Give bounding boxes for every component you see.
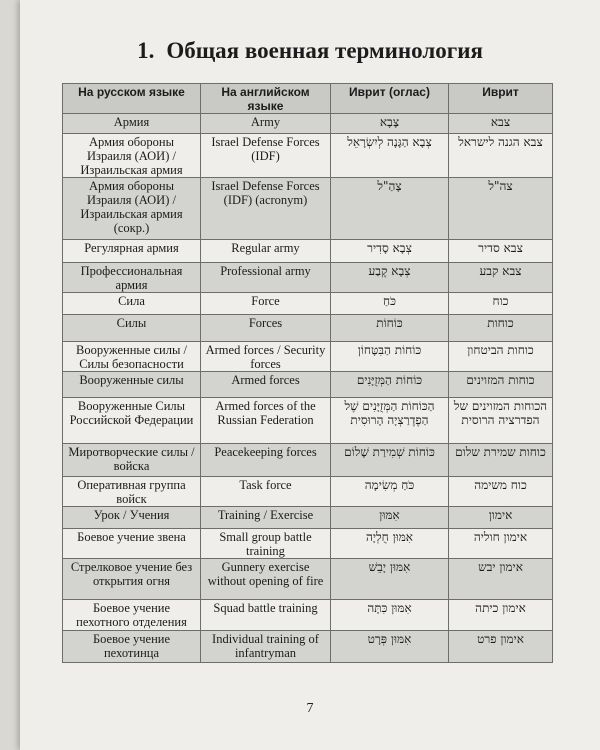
table-row: [63, 293, 553, 315]
cell-russian: Вооруженные Силы Российской Федерации: [63, 398, 201, 444]
cell-hebrew-vocalized: צְבָא סָדִיר: [331, 240, 449, 263]
cell-hebrew: אימון פרט: [449, 631, 553, 663]
table-row: [63, 477, 553, 507]
cell-russian: Армия обороны Израиля (АОИ) / Израильская армия: [63, 134, 201, 178]
cell-english: Training / Exercise: [201, 507, 331, 529]
cell-english: Israel Defense Forces (IDF): [201, 134, 331, 178]
table-row: [63, 134, 553, 178]
cell-english: Regular army: [201, 240, 331, 263]
cell-russian: Оперативная группа войск: [63, 477, 201, 507]
terminology-table: [62, 83, 553, 663]
cell-hebrew: כוחות המזוינים: [449, 372, 553, 398]
cell-english: Forces: [201, 315, 331, 342]
cell-russian: Силы: [63, 315, 201, 342]
cell-russian: Сила: [63, 293, 201, 315]
cell-hebrew: כוחות הביטחון: [449, 342, 553, 372]
cell-russian: Боевое учение звена: [63, 529, 201, 559]
table-row: [63, 600, 553, 631]
cell-hebrew: צבא קבע: [449, 263, 553, 293]
cell-russian: Вооруженные силы: [63, 372, 201, 398]
table-row: [63, 178, 553, 240]
cell-russian: Стрелковое учение без открытия огня: [63, 559, 201, 600]
cell-hebrew-vocalized: כּוֹחוֹת: [331, 315, 449, 342]
cell-hebrew: אימון יבש: [449, 559, 553, 600]
cell-hebrew-vocalized: כּוֹחוֹת הַבִּטָּחוֹן: [331, 342, 449, 372]
section-number: 1.: [137, 38, 155, 63]
book-page: [20, 0, 600, 750]
cell-english: Armed forces of the Russian Federation: [201, 398, 331, 444]
cell-hebrew: אימון: [449, 507, 553, 529]
table-row: [63, 315, 553, 342]
cell-hebrew: הכוחות המזוינים של הפדרציה הרוסית: [449, 398, 553, 444]
cell-hebrew-vocalized: צְבָא קֶבַע: [331, 263, 449, 293]
cell-hebrew-vocalized: כּוֹחוֹת הַמְּזֻיָּנִים: [331, 372, 449, 398]
cell-hebrew-vocalized: צְבָא הַגָּנָה לְיִשְׂרָאֵל: [331, 134, 449, 178]
table-row: [63, 631, 553, 663]
page-number: 7: [306, 701, 314, 716]
cell-hebrew-vocalized: הַכּוֹחוֹת הַמְּזֻיָּנִים שֶׁל הַפֶדֶרַצְיָה הָרוּסִית: [331, 398, 449, 444]
section-title-text: Общая военная терминология: [166, 38, 483, 63]
table-row: [63, 507, 553, 529]
cell-english: Armed forces / Security forces: [201, 342, 331, 372]
cell-hebrew-vocalized: צָבָא: [331, 114, 449, 134]
header-russian: На русском языке: [63, 84, 201, 114]
cell-russian: Регулярная армия: [63, 240, 201, 263]
cell-russian: Армия: [63, 114, 201, 134]
cell-english: Task force: [201, 477, 331, 507]
cell-english: Squad battle training: [201, 600, 331, 631]
cell-english: Professional army: [201, 263, 331, 293]
cell-english: Gunnery exercise without opening of fire: [201, 559, 331, 600]
cell-russian: Урок / Учения: [63, 507, 201, 529]
cell-russian: Профессиональная армия: [63, 263, 201, 293]
cell-hebrew-vocalized: אִמּוּן יָבֵשׁ: [331, 559, 449, 600]
cell-russian: Вооруженные силы / Силы безопасности: [63, 342, 201, 372]
table-row: [63, 444, 553, 477]
table-row: [63, 240, 553, 263]
cell-hebrew-vocalized: כּוֹחוֹת שְׁמִירַת שָׁלוֹם: [331, 444, 449, 477]
table-row: [63, 559, 553, 600]
cell-hebrew-vocalized: אִמּוּן כִּתָּה: [331, 600, 449, 631]
cell-english: Israel Defense Forces (IDF) (acronym): [201, 178, 331, 240]
cell-russian: Боевое учение пехотинца: [63, 631, 201, 663]
cell-hebrew: צה"ל: [449, 178, 553, 240]
cell-english: Force: [201, 293, 331, 315]
cell-english: Armed forces: [201, 372, 331, 398]
cell-hebrew-vocalized: אִמּוּן: [331, 507, 449, 529]
table-header-row: [63, 84, 553, 114]
cell-hebrew-vocalized: צָהַ"ל: [331, 178, 449, 240]
cell-hebrew-vocalized: כֹּחַ: [331, 293, 449, 315]
cell-hebrew: כוח משימה: [449, 477, 553, 507]
cell-hebrew: אימון חוליה: [449, 529, 553, 559]
cell-hebrew: כוחות שמירת שלום: [449, 444, 553, 477]
table-row: [63, 529, 553, 559]
cell-hebrew: צבא הגנה לישראל: [449, 134, 553, 178]
section-title: [20, 38, 600, 64]
cell-hebrew-vocalized: אִמּוּן פְּרָט: [331, 631, 449, 663]
cell-hebrew: אימון כיתה: [449, 600, 553, 631]
cell-english: Individual training of infantryman: [201, 631, 331, 663]
cell-russian: Боевое учение пехотного отделения: [63, 600, 201, 631]
cell-hebrew: צבא סדיר: [449, 240, 553, 263]
cell-russian: Армия обороны Израиля (АОИ) / Израильская армия (сокр.): [63, 178, 201, 240]
cell-english: Army: [201, 114, 331, 134]
cell-english: Small group battle training: [201, 529, 331, 559]
header-english: На английском языке: [201, 84, 331, 114]
table-row: [63, 398, 553, 444]
cell-russian: Миротворческие силы / войска: [63, 444, 201, 477]
table-row: [63, 263, 553, 293]
header-hebrew-vocalized: Иврит (оглас): [331, 84, 449, 114]
cell-hebrew-vocalized: אִמּוּן חֻלְיָה: [331, 529, 449, 559]
cell-hebrew: כוחות: [449, 315, 553, 342]
table-row: [63, 342, 553, 372]
header-hebrew: Иврит: [449, 84, 553, 114]
cell-hebrew-vocalized: כֹּחַ מְשִׂימָה: [331, 477, 449, 507]
cell-hebrew: צבא: [449, 114, 553, 134]
table-row: [63, 372, 553, 398]
cell-english: Peacekeeping forces: [201, 444, 331, 477]
cell-hebrew: כוח: [449, 293, 553, 315]
table-row: [63, 114, 553, 134]
